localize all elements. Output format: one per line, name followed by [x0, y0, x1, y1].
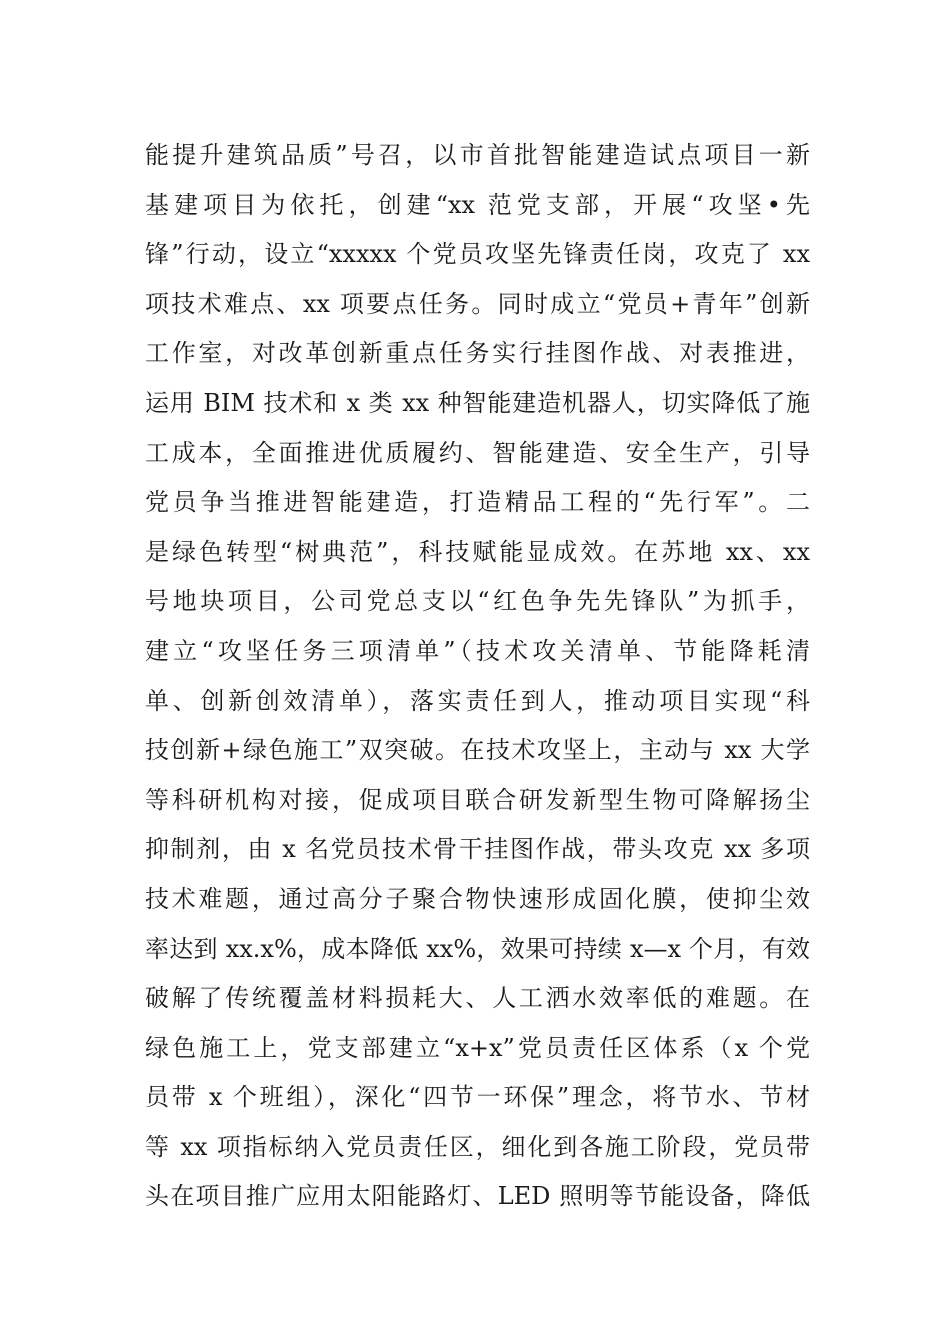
- text-line: 号地块项目，公司党总支以“红色争先先锋队”为抓手，: [145, 587, 810, 616]
- text-line: 绿色施工上，党支部建立“x+x”党员责任区体系（x 个党: [145, 1033, 810, 1062]
- text-line: 工作室，对改革创新重点任务实行挂图作战、对表推进，: [145, 339, 810, 368]
- text-line: 员带 x 个班组），深化“四节一环保”理念，将节水、节材: [145, 1083, 810, 1112]
- text-line: 项技术难点、xx 项要点任务。同时成立“党员+青年”创新: [145, 289, 810, 318]
- text-line: 抑制剂，由 x 名党员技术骨干挂图作战，带头攻克 xx 多项: [145, 835, 810, 864]
- text-line: 等 xx 项指标纳入党员责任区，细化到各施工阶段，党员带: [145, 1132, 810, 1161]
- text-line: 运用 BIM 技术和 x 类 xx 种智能建造机器人，切实降低了施: [145, 388, 810, 417]
- text-line: 技术难题，通过高分子聚合物快速形成固化膜，使抑尘效: [145, 884, 810, 913]
- text-line: 等科研机构对接，促成项目联合研发新型生物可降解扬尘: [145, 785, 810, 814]
- text-line: 是绿色转型“树典范”，科技赋能显成效。在苏地 xx、xx: [145, 537, 810, 566]
- text-line: 率达到 xx.x%，成本降低 xx%，效果可持续 x—x 个月，有效: [145, 934, 810, 963]
- text-line: 技创新+绿色施工”双突破。在技术攻坚上，主动与 xx 大学: [145, 736, 810, 765]
- text-line: 破解了传统覆盖材料损耗大、人工洒水效率低的难题。在: [145, 984, 810, 1013]
- text-line: 党员争当推进智能建造，打造精品工程的“先行军”。二: [145, 488, 810, 517]
- text-line: 头在项目推广应用太阳能路灯、LED 照明等节能设备，降低: [145, 1182, 810, 1211]
- text-line: 锋”行动，设立“xxxxx 个党员攻坚先锋责任岗，攻克了 xx: [145, 240, 810, 269]
- text-line: 单、创新创效清单），落实责任到人，推动项目实现“科: [145, 686, 810, 715]
- text-line: 工成本，全面推进优质履约、智能建造、安全生产，引导: [145, 438, 810, 467]
- text-line: 建立“攻坚任务三项清单”（技术攻关清单、节能降耗清: [145, 636, 810, 665]
- body-paragraph: [145, 131, 810, 1222]
- text-line: 基建项目为依托，创建“xx 范党支部，开展“攻坚•先: [145, 190, 810, 219]
- text-line: 能提升建筑品质”号召，以市首批智能建造试点项目一新: [145, 141, 810, 169]
